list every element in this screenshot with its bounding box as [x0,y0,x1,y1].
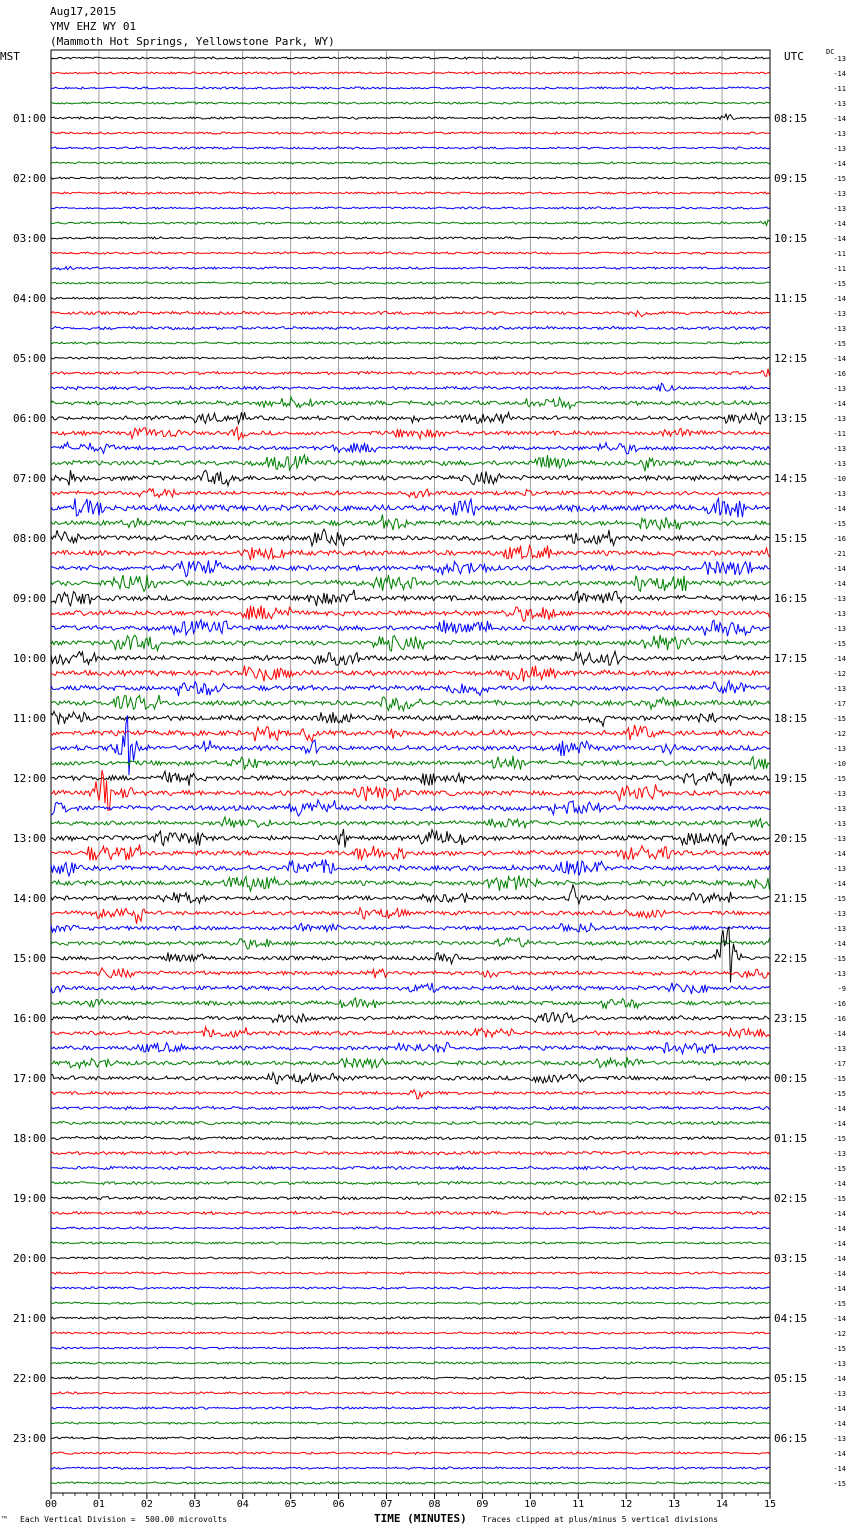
dc-offset-label: -11 [833,250,846,258]
utc-hour-label: 03:15 [774,1252,808,1265]
utc-axis-title: UTC [784,50,804,63]
dc-offset-label: -13 [833,970,846,978]
x-tick-label: 05 [284,1499,297,1510]
dc-offset-label: -14 [833,1210,846,1218]
dc-offset-label: -14 [833,1120,846,1128]
dc-offset-label: -14 [833,880,846,888]
dc-offset-label: -14 [833,70,846,78]
utc-hour-label: 17:15 [774,652,808,665]
x-tick-label: 13 [668,1499,681,1510]
mst-hour-label: 12:00 [13,772,47,785]
mst-hour-label: 23:00 [13,1432,47,1445]
utc-hour-label: 05:15 [774,1372,808,1385]
dc-offset-label: -15 [833,520,846,528]
trace-line [51,1332,770,1334]
dc-offset-label: -13 [833,625,846,633]
trace-line [51,72,770,74]
dc-offset-label: -13 [833,925,846,933]
dc-offset-label: -13 [833,1150,846,1158]
trace-line [51,162,770,164]
trace-line [51,177,770,179]
location-label: (Mammoth Hot Springs, Yellowstone Park, WY) [50,35,335,48]
dc-offset-label: -14 [833,655,846,663]
trace-line [51,1482,770,1484]
trace-line [51,57,770,59]
dc-offset-label: -14 [833,1405,846,1413]
dc-offset-label: -15 [833,715,846,723]
dc-offset-label: -12 [833,1330,846,1338]
trace-line [51,711,770,726]
trace-line [51,397,770,409]
dc-offset-label: -14 [833,295,846,303]
trace-line [51,545,770,560]
dc-offset-label: -13 [833,385,846,393]
trace-line [51,876,770,892]
trace-line [51,311,770,317]
trace-line [51,923,770,932]
utc-hour-label: 19:15 [774,772,808,785]
trace-line [51,560,770,577]
trace-line [51,829,770,848]
plot-frame [51,50,770,1493]
dc-offset-label: -16 [833,1015,846,1023]
trace-line [51,147,770,149]
trace-line [51,938,770,949]
utc-hour-label: 14:15 [774,472,808,485]
trace-line [51,357,770,359]
trace-line [51,695,770,711]
mst-hour-label: 18:00 [13,1132,47,1145]
dc-offset-label: -15 [833,1300,846,1308]
dc-offset-label: -14 [833,1255,846,1263]
clip-note: Traces clipped at plus/minus 5 vertical divisions [482,1515,719,1524]
mst-hour-label: 21:00 [13,1312,47,1325]
trace-line [51,983,770,994]
dc-offset-label: -13 [833,55,846,63]
trace-line [51,620,770,636]
trace-line [51,908,770,924]
trace-line [51,1181,770,1185]
dc-offset-label: -14 [833,505,846,513]
utc-hour-label: 18:15 [774,712,808,725]
station-label: YMV EHZ WY 01 [50,20,137,33]
dc-offset-label: -14 [833,235,846,243]
x-tick-label: 12 [620,1499,633,1510]
dc-offset-label: -14 [833,355,846,363]
trace-line [51,1242,770,1244]
dc-offset-label: -13 [833,460,846,468]
x-tick-label: 08 [428,1499,441,1510]
dc-offset-label: -15 [833,175,846,183]
dc-offset-label: -13 [833,130,846,138]
mst-hour-label: 03:00 [13,232,47,245]
dc-offset-label: -11 [833,430,846,438]
trace-line [51,1317,770,1319]
utc-hour-label: 02:15 [774,1192,808,1205]
x-tick-label: 01 [92,1499,105,1510]
dc-offset-label: -21 [833,550,846,558]
dc-offset-label: -13 [833,1435,846,1443]
dc-offset-label: -14 [833,1240,846,1248]
trace-line [51,666,770,682]
x-tick-label: 06 [332,1499,345,1510]
dc-offset-label: -14 [833,1465,846,1473]
trace-line [51,1392,770,1394]
trace-line [51,1467,770,1469]
dc-offset-label: -15 [833,775,846,783]
trace-line [51,817,770,828]
trace-line [51,651,770,665]
dc-label: DC [826,48,835,56]
trace-line [51,635,770,651]
dc-offset-label: -13 [833,745,846,753]
x-tick-label: 11 [572,1499,585,1510]
dc-offset-label: -14 [833,580,846,588]
mst-hour-label: 08:00 [13,532,47,545]
trace-line [51,383,770,391]
trace-line [51,1377,770,1379]
dc-offset-label: -10 [833,475,846,483]
trace-line [51,1136,770,1140]
trace-line [51,1257,770,1259]
trace-line [51,369,770,377]
trace-line [51,282,770,284]
dc-offset-label: -14 [833,940,846,948]
utc-hour-label: 06:15 [774,1432,808,1445]
dc-offset-label: -14 [833,1450,846,1458]
dc-offset-label: -14 [833,1315,846,1323]
mst-axis-title: MST [0,50,20,63]
trace-line [51,1151,770,1154]
trace-line [51,1362,770,1364]
dc-offset-label: -14 [833,220,846,228]
dc-offset-label: -13 [833,100,846,108]
mst-hour-label: 22:00 [13,1372,47,1385]
dc-offset-label: -13 [833,1360,846,1368]
trace-line [51,237,770,239]
dc-offset-label: -14 [833,1180,846,1188]
x-tick-label: 04 [236,1499,249,1510]
trace-line [51,968,770,978]
utc-hour-label: 11:15 [774,292,808,305]
trace-line [51,1073,770,1084]
dc-offset-label: -14 [833,850,846,858]
trace-line [51,1090,770,1099]
trace-line [51,575,770,592]
trace-line [51,455,770,471]
mst-hour-label: 02:00 [13,172,47,185]
mst-hour-label: 15:00 [13,952,47,965]
trace-line [51,192,770,194]
mst-hour-label: 11:00 [13,712,47,725]
trace-line [51,771,770,786]
trace-line [51,427,770,440]
mst-hour-label: 13:00 [13,832,47,845]
trace-line [51,207,770,209]
trace-line [51,1407,770,1409]
mst-hour-label: 09:00 [13,592,47,605]
utc-hour-label: 12:15 [774,352,808,365]
dc-offset-label: -15 [833,280,846,288]
dc-offset-label: -14 [833,1270,846,1278]
dc-offset-label: -15 [833,1135,846,1143]
trace-line [51,1452,770,1454]
dc-offset-label: -13 [833,865,846,873]
dc-offset-label: -14 [833,160,846,168]
dc-offset-label: -14 [833,1375,846,1383]
trace-line [51,845,770,861]
dc-offset-label: -13 [833,415,846,423]
trace-line [51,885,770,904]
dc-offset-label: -13 [833,325,846,333]
dc-offset-label: -11 [833,265,846,273]
trace-line [51,1027,770,1038]
dc-offset-label: -13 [833,190,846,198]
x-tick-label: 03 [188,1499,201,1510]
trace-line [51,681,770,696]
trace-line [51,1042,770,1054]
utc-hour-label: 00:15 [774,1072,808,1085]
trace-line [51,1422,770,1424]
trace-line [51,756,770,770]
scale-note: Each Vertical Division = 500.00 microvolts [20,1515,228,1524]
trace-line [51,770,770,810]
trace-line [51,102,770,104]
trace-line [51,1211,770,1214]
footer-mark: ™ [2,1515,7,1524]
trace-line [51,252,770,254]
dc-offset-label: -10 [833,760,846,768]
mst-hour-label: 10:00 [13,652,47,665]
trace-line [51,498,770,517]
x-tick-label: 10 [524,1499,537,1510]
trace-line [51,297,770,299]
dc-offset-label: -12 [833,670,846,678]
trace-line [51,715,770,775]
trace-line [51,1057,770,1068]
x-tick-label: 07 [380,1499,393,1510]
utc-hour-label: 01:15 [774,1132,808,1145]
dc-offset-label: -15 [833,1090,846,1098]
dc-offset-label: -13 [833,1045,846,1053]
dc-offset-label: -15 [833,1195,846,1203]
trace-line [51,132,770,134]
trace-line [51,515,770,531]
trace-line [51,1227,770,1229]
mst-hour-label: 17:00 [13,1072,47,1085]
mst-hour-label: 14:00 [13,892,47,905]
utc-hour-label: 22:15 [774,952,808,965]
dc-offset-label: -14 [833,115,846,123]
dc-offset-label: -13 [833,595,846,603]
mst-hour-label: 01:00 [13,112,47,125]
trace-line [51,859,770,876]
dc-offset-label: -13 [833,805,846,813]
dc-offset-label: -17 [833,700,846,708]
x-tick-label: 09 [476,1499,489,1510]
trace-line [51,1287,770,1289]
dc-offset-label: -15 [833,640,846,648]
utc-hour-label: 13:15 [774,412,808,425]
dc-offset-label: -13 [833,835,846,843]
dc-offset-label: -13 [833,145,846,153]
trace-line [51,470,770,486]
trace-line [51,998,770,1009]
dc-offset-label: -16 [833,370,846,378]
dc-offset-label: -13 [833,1390,846,1398]
dc-offset-label: -14 [833,1225,846,1233]
dc-offset-label: -14 [833,1105,846,1113]
dc-offset-label: -13 [833,910,846,918]
x-tick-label: 14 [716,1499,729,1510]
utc-hour-label: 20:15 [774,832,808,845]
x-tick-label: 00 [44,1499,58,1510]
trace-line [51,1121,770,1124]
mst-hour-label: 06:00 [13,412,47,425]
dc-offset-label: -13 [833,685,846,693]
trace-line [51,1347,770,1349]
mst-hour-label: 16:00 [13,1012,47,1025]
utc-hour-label: 23:15 [774,1012,808,1025]
trace-line [51,1196,770,1199]
utc-hour-label: 15:15 [774,532,808,545]
trace-line [51,800,770,816]
dc-offset-label: -13 [833,610,846,618]
dc-offset-label: -9 [837,985,846,993]
dc-offset-label: -15 [833,895,846,903]
dc-offset-label: -13 [833,445,846,453]
trace-line [51,529,770,546]
utc-hour-label: 16:15 [774,592,808,605]
trace-line [51,266,770,270]
mst-hour-label: 05:00 [13,352,47,365]
trace-line [51,412,770,424]
dc-offset-label: -14 [833,1285,846,1293]
dc-offset-label: -15 [833,1165,846,1173]
utc-hour-label: 08:15 [774,112,808,125]
dc-offset-label: -13 [833,205,846,213]
trace-line [51,606,770,622]
trace-line [51,342,770,344]
dc-offset-label: -13 [833,790,846,798]
date-label: Aug17,2015 [50,5,117,18]
dc-offset-label: -16 [833,1000,846,1008]
dc-offset-label: -13 [833,490,846,498]
x-axis-label: TIME (MINUTES) [374,1512,467,1525]
dc-offset-label: -11 [833,85,846,93]
dc-offset-label: -14 [833,400,846,408]
dc-offset-label: -13 [833,820,846,828]
dc-offset-label: -14 [833,1420,846,1428]
utc-hour-label: 04:15 [774,1312,808,1325]
dc-offset-label: -14 [833,565,846,573]
trace-line [51,1106,770,1110]
trace-line [51,590,770,606]
mst-hour-label: 19:00 [13,1192,47,1205]
trace-line [51,220,770,225]
dc-offset-label: -17 [833,1060,846,1068]
utc-hour-label: 21:15 [774,892,808,905]
dc-offset-label: -15 [833,955,846,963]
utc-hour-label: 10:15 [774,232,808,245]
utc-hour-label: 09:15 [774,172,808,185]
dc-offset-label: -15 [833,1480,846,1488]
trace-line [51,1272,770,1274]
mst-hour-label: 04:00 [13,292,47,305]
trace-line [51,326,770,330]
dc-offset-label: -13 [833,310,846,318]
trace-line [51,1013,770,1023]
trace-line [51,1302,770,1304]
trace-line [51,1166,770,1169]
mst-hour-label: 20:00 [13,1252,47,1265]
x-tick-label: 15 [763,1499,777,1510]
dc-offset-label: -12 [833,730,846,738]
dc-offset-label: -15 [833,1075,846,1083]
trace-line [51,489,770,498]
trace-line [51,442,770,454]
x-tick-label: 02 [140,1499,153,1510]
dc-offset-label: -16 [833,535,846,543]
trace-line [51,87,770,89]
trace-line [51,114,770,119]
trace-line [51,725,770,742]
dc-offset-label: -15 [833,340,846,348]
dc-offset-label: -15 [833,1345,846,1353]
dc-offset-label: -14 [833,1030,846,1038]
mst-hour-label: 07:00 [13,472,47,485]
trace-line [51,1437,770,1439]
